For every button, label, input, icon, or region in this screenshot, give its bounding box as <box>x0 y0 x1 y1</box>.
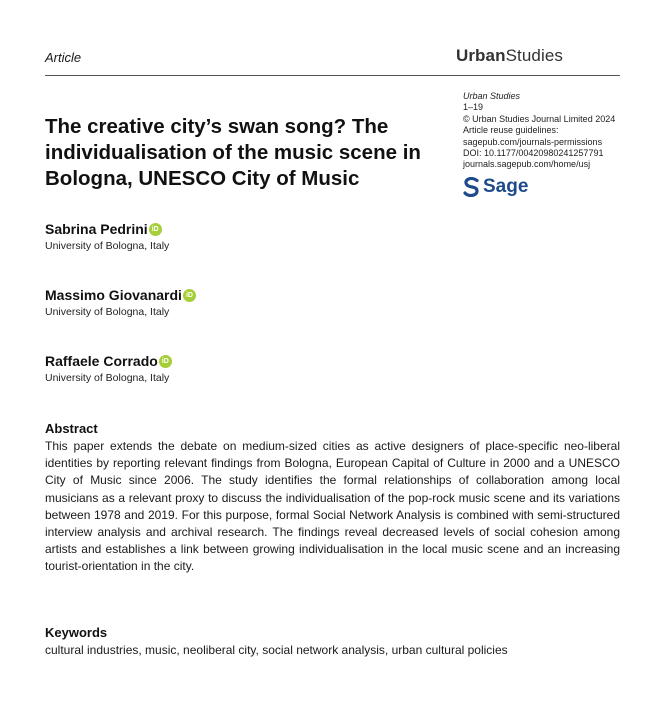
orcid-icon[interactable]: iD <box>159 355 172 368</box>
author-block <box>45 221 169 252</box>
meta-reuse-label: Article reuse guidelines: <box>463 125 559 136</box>
author-affiliation: University of Bologna, Italy <box>45 372 170 384</box>
publisher-logo <box>463 176 528 198</box>
orcid-icon[interactable]: iD <box>149 223 162 236</box>
keywords-heading: Keywords <box>45 625 108 640</box>
author-affiliation: University of Bologna, Italy <box>45 306 170 318</box>
paper-title: The creative city’s swan song? The individualisation of the music scene in Bologna, UNESCO City of Music <box>45 115 421 190</box>
keywords-text: cultural industries, music, neoliberal city, social network analysis, urban cultural policies <box>45 643 508 657</box>
meta-reuse-link[interactable]: sagepub.com/journals-permissions <box>463 136 603 147</box>
journal-logo-light: Studies <box>505 46 563 65</box>
meta-journal-name: Urban Studies <box>463 91 521 101</box>
abstract-text: This paper extends the debate on medium-sized cities as active designers of place-specific neo-liberal identities by reporting relevant findings from Bologna, European Capital of Culture in 2000 and a UNESCO City of Music since 2006. The study identifies the formal relationships of collaboration among local musicians as a relevant proxy to discuss the individualisation of the pop-rock music scene and its variations between 1978 and 2019. For this purpose, formal Social Network Analysis is combined with semi-structured interview analysis and archival research. The findings reveal decreased levels of social cohesion among artists and establishes a link between growing individualisation in the local music scene and an increasing tourist-orientation in the city. <box>45 439 620 574</box>
journal-logo <box>456 46 563 66</box>
article-type-label: Article <box>45 50 82 65</box>
author-affiliation: University of Bologna, Italy <box>45 240 170 252</box>
meta-copyright: © Urban Studies Journal Limited 2024 <box>463 113 616 124</box>
author-block <box>45 287 196 318</box>
author-name[interactable]: Massimo Giovanardi <box>45 287 182 303</box>
publisher-name: Sage <box>483 176 529 197</box>
header-divider <box>45 75 620 76</box>
sage-logo-icon <box>463 177 480 197</box>
meta-journal-link[interactable]: journals.sagepub.com/home/usj <box>463 159 591 170</box>
meta-doi[interactable]: DOI: 10.1177/00420980241257791 <box>463 148 604 159</box>
abstract-heading: Abstract <box>45 421 98 436</box>
author-name[interactable]: Raffaele Corrado <box>45 353 158 369</box>
meta-pages: 1–19 <box>463 102 484 113</box>
author-block <box>45 353 172 384</box>
journal-logo-bold: Urban <box>455 46 506 65</box>
orcid-icon[interactable]: iD <box>183 289 196 302</box>
author-name[interactable]: Sabrina Pedrini <box>45 221 148 237</box>
publication-meta <box>463 91 633 171</box>
